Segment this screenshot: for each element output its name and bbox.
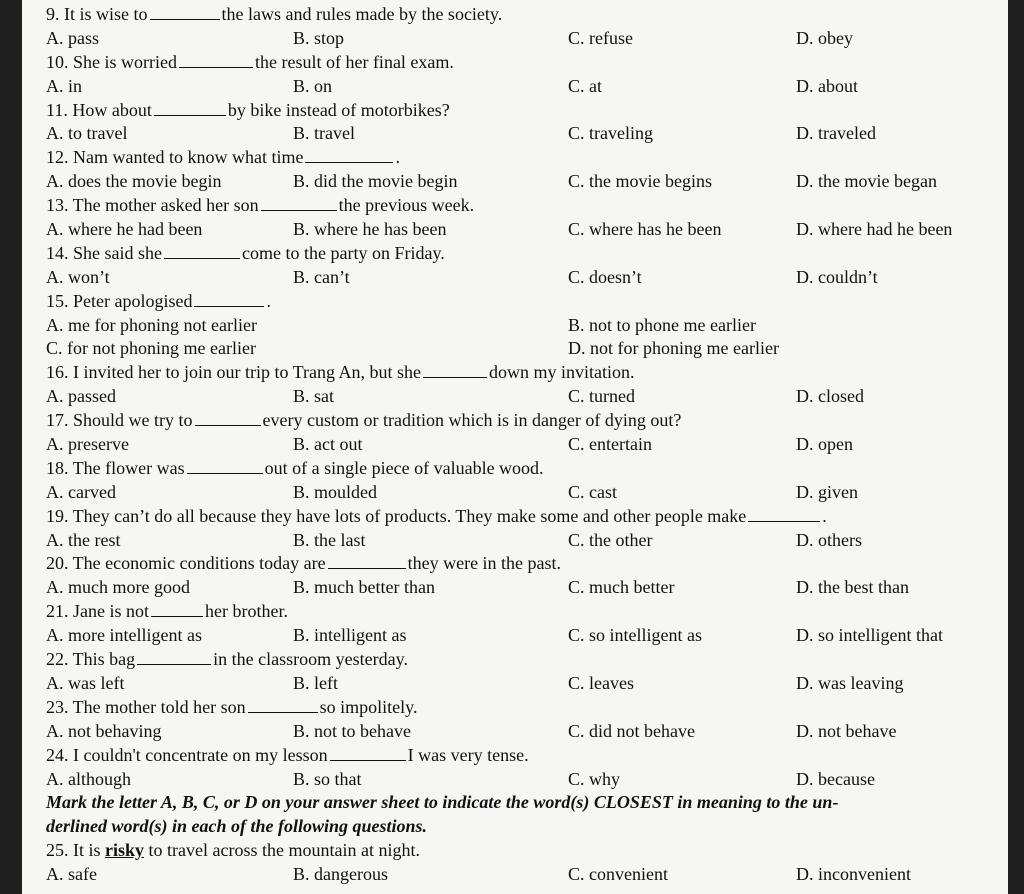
question-text: 25. It is — [46, 840, 101, 861]
options-row — [46, 385, 1006, 409]
answer-option[interactable]: D. about — [796, 75, 858, 96]
answer-option[interactable]: B. so that — [293, 768, 362, 789]
answer-option[interactable]: C. refuse — [568, 27, 633, 48]
answer-option[interactable]: C. turned — [568, 386, 635, 407]
answer-option[interactable]: A. where he had been — [46, 219, 203, 240]
question-stem — [46, 839, 1006, 863]
answer-option[interactable]: C. the other — [568, 529, 653, 550]
answer-blank — [423, 361, 487, 378]
answer-option[interactable]: A. much more good — [46, 577, 190, 598]
answer-option[interactable]: C. doesn’t — [568, 266, 642, 287]
answer-blank — [154, 99, 226, 116]
answer-option[interactable]: D. obey — [796, 27, 853, 48]
question-text: 20. The economic conditions today are — [46, 553, 326, 574]
answer-blank — [137, 648, 211, 665]
options-row — [46, 75, 1006, 99]
question-text: 9. It is wise to — [46, 4, 148, 24]
answer-option[interactable]: B. not to phone me earlier — [568, 314, 756, 335]
answer-option[interactable]: D. not behave — [796, 720, 897, 741]
answer-option[interactable]: D. inconvenient — [796, 864, 911, 885]
answer-option[interactable]: B. where he has been — [293, 219, 447, 240]
question-text-continued: out of a single piece of valuable wood. — [264, 457, 544, 478]
answer-blank — [194, 290, 264, 307]
answer-option[interactable]: C. entertain — [568, 434, 652, 455]
answer-blank — [248, 696, 318, 713]
question-text: 16. I invited her to join our trip to Trang An, but she — [46, 362, 421, 383]
question-text: 18. The flower was — [46, 457, 185, 478]
answer-option[interactable]: D. the best than — [796, 577, 909, 598]
options-row — [46, 314, 1006, 338]
question-stem — [46, 3, 1006, 27]
answer-blank — [187, 457, 263, 474]
answer-option[interactable]: D. so intelligent that — [796, 625, 943, 646]
answer-option[interactable]: D. others — [796, 529, 862, 550]
question-text: 14. She said she — [46, 242, 162, 263]
question-text-continued: every custom or tradition which is in danger of dying out? — [262, 410, 682, 431]
answer-option[interactable]: C. at — [568, 75, 602, 96]
answer-option[interactable]: B. on — [293, 75, 333, 96]
question-text: 22. This bag — [46, 649, 136, 670]
question-text-continued: . — [822, 505, 827, 526]
options-row — [46, 266, 1006, 290]
question-stem — [46, 409, 1006, 433]
question-stem — [46, 51, 1006, 75]
answer-option[interactable]: A. preserve — [46, 434, 129, 455]
answer-blank — [151, 600, 203, 617]
answer-option[interactable]: D. the movie began — [796, 171, 937, 192]
question-text-continued: down my invitation. — [489, 362, 635, 383]
answer-option[interactable]: D. open — [796, 434, 853, 455]
answer-option[interactable]: A. more intelligent as — [46, 625, 202, 646]
question-text-continued: come to the party on Friday. — [242, 242, 445, 263]
options-row — [46, 433, 1006, 457]
question-stem — [46, 600, 1006, 624]
answer-blank — [305, 146, 393, 163]
question-stem — [46, 290, 1006, 314]
answer-option[interactable]: B. did the movie begin — [293, 171, 458, 192]
answer-option[interactable]: A. not behaving — [46, 720, 162, 741]
options-row — [46, 863, 1006, 887]
answer-option[interactable]: B. stop — [293, 27, 345, 48]
answer-option[interactable]: A. was left — [46, 672, 125, 693]
answer-blank — [164, 242, 240, 259]
answer-option[interactable]: B. sat — [293, 386, 335, 407]
options-row — [46, 481, 1006, 505]
answer-option[interactable]: A. although — [46, 768, 131, 789]
answer-blank — [330, 744, 406, 761]
answer-option[interactable]: C. cast — [568, 481, 617, 502]
question-stem — [46, 552, 1006, 576]
question-stem — [46, 194, 1006, 218]
question-stem — [46, 242, 1006, 266]
options-row — [46, 672, 1006, 696]
instruction-text: Mark the letter A, B, C, or D on your answer sheet to indicate the word(s) CLOSEST in meaning to the un- — [46, 792, 839, 813]
answer-option[interactable]: B. moulded — [293, 481, 377, 502]
answer-option[interactable]: C. where has he been — [568, 219, 722, 240]
answer-option[interactable]: A. to travel — [46, 123, 128, 144]
question-text-continued: so impolitely. — [319, 696, 418, 717]
options-row — [46, 170, 1006, 194]
answer-option[interactable]: B. much better than — [293, 577, 435, 598]
question-text: 15. Peter apologised — [46, 290, 193, 311]
options-row — [46, 529, 1006, 553]
question-stem — [46, 648, 1006, 672]
question-text: 24. I couldn't concentrate on my lesson — [46, 744, 328, 765]
answer-option[interactable]: A. does the movie begin — [46, 171, 222, 192]
answer-option[interactable]: A. the rest — [46, 529, 121, 550]
answer-option[interactable]: A. pass — [46, 27, 99, 48]
question-list — [46, 3, 1006, 887]
question-text-continued: by bike instead of motorbikes? — [227, 99, 450, 120]
answer-option[interactable]: A. in — [46, 75, 82, 96]
question-text: 21. Jane is not — [46, 601, 149, 622]
answer-option[interactable]: A. carved — [46, 481, 116, 502]
question-text-continued: the laws and rules made by the society. — [221, 4, 503, 24]
question-stem — [46, 361, 1006, 385]
answer-blank — [195, 409, 261, 426]
answer-blank — [748, 505, 820, 522]
options-row — [46, 768, 1006, 792]
answer-option[interactable]: A. passed — [46, 386, 116, 407]
answer-option[interactable]: D. couldn’t — [796, 266, 878, 287]
answer-option[interactable]: C. for not phoning me earlier — [46, 338, 256, 359]
answer-option[interactable]: A. me for phoning not earlier — [46, 314, 257, 335]
question-stem — [46, 696, 1006, 720]
question-stem — [46, 457, 1006, 481]
answer-option[interactable]: B. act out — [293, 434, 363, 455]
question-text-continued: . — [266, 290, 271, 311]
question-text-continued: in the classroom yesterday. — [213, 649, 408, 670]
question-text: 13. The mother asked her son — [46, 195, 259, 216]
question-text-continued: . — [395, 147, 400, 168]
question-text: 10. She is worried — [46, 51, 177, 72]
answer-option[interactable]: B. intelligent as — [293, 625, 407, 646]
answer-option[interactable]: B. not to behave — [293, 720, 411, 741]
question-text: 11. How about — [46, 99, 152, 120]
question-text-continued: I was very tense. — [407, 744, 529, 765]
answer-option[interactable]: C. much better — [568, 577, 675, 598]
question-text-continued: to travel across the mountain at night. — [148, 840, 420, 861]
answer-blank — [179, 51, 253, 68]
answer-option[interactable]: B. travel — [293, 123, 355, 144]
answer-option[interactable]: D. closed — [796, 386, 864, 407]
answer-option[interactable]: D. was leaving — [796, 672, 904, 693]
answer-option[interactable]: A. safe — [46, 864, 97, 885]
options-row — [46, 218, 1006, 242]
answer-option[interactable]: D. traveled — [796, 123, 876, 144]
answer-blank — [328, 552, 406, 569]
instruction-text: derlined word(s) in each of the following questions. — [46, 816, 428, 837]
options-row — [46, 337, 1006, 361]
question-text: 19. They can’t do all because they have lots of products. They make some and other people make — [46, 505, 747, 526]
options-row — [46, 122, 1006, 146]
answer-option[interactable]: C. leaves — [568, 672, 634, 693]
question-text: 23. The mother told her son — [46, 696, 246, 717]
underlined-word: risky — [105, 840, 145, 861]
options-row — [46, 624, 1006, 648]
question-stem — [46, 146, 1006, 170]
question-text-continued: they were in the past. — [407, 553, 562, 574]
answer-option[interactable]: D. because — [796, 768, 875, 789]
answer-option[interactable]: C. the movie begins — [568, 171, 712, 192]
answer-option[interactable]: C. so intelligent as — [568, 625, 702, 646]
answer-option[interactable]: D. not for phoning me earlier — [568, 338, 779, 359]
question-text-continued: the previous week. — [338, 195, 475, 216]
question-stem — [46, 744, 1006, 768]
answer-option[interactable]: C. traveling — [568, 123, 653, 144]
question-text: 17. Should we try to — [46, 410, 193, 431]
answer-option[interactable]: B. the last — [293, 529, 366, 550]
answer-option[interactable]: D. given — [796, 481, 858, 502]
options-row — [46, 27, 1006, 51]
answer-option[interactable]: C. did not behave — [568, 720, 695, 741]
answer-option[interactable]: C. convenient — [568, 864, 668, 885]
options-row — [46, 720, 1006, 744]
answer-option[interactable]: B. left — [293, 672, 338, 693]
answer-blank — [261, 194, 337, 211]
question-text-continued: her brother. — [205, 601, 288, 622]
answer-option[interactable]: B. dangerous — [293, 864, 388, 885]
answer-option[interactable]: A. won’t — [46, 266, 110, 287]
worksheet-page — [22, 0, 1008, 894]
answer-blank — [150, 3, 220, 20]
answer-option[interactable]: C. why — [568, 768, 621, 789]
answer-option[interactable]: D. where had he been — [796, 219, 953, 240]
question-stem — [46, 99, 1006, 123]
answer-option[interactable]: B. can’t — [293, 266, 350, 287]
question-text-continued: the result of her final exam. — [254, 51, 454, 72]
question-text: 12. Nam wanted to know what time — [46, 147, 304, 168]
question-stem — [46, 505, 1006, 529]
options-row — [46, 576, 1006, 600]
